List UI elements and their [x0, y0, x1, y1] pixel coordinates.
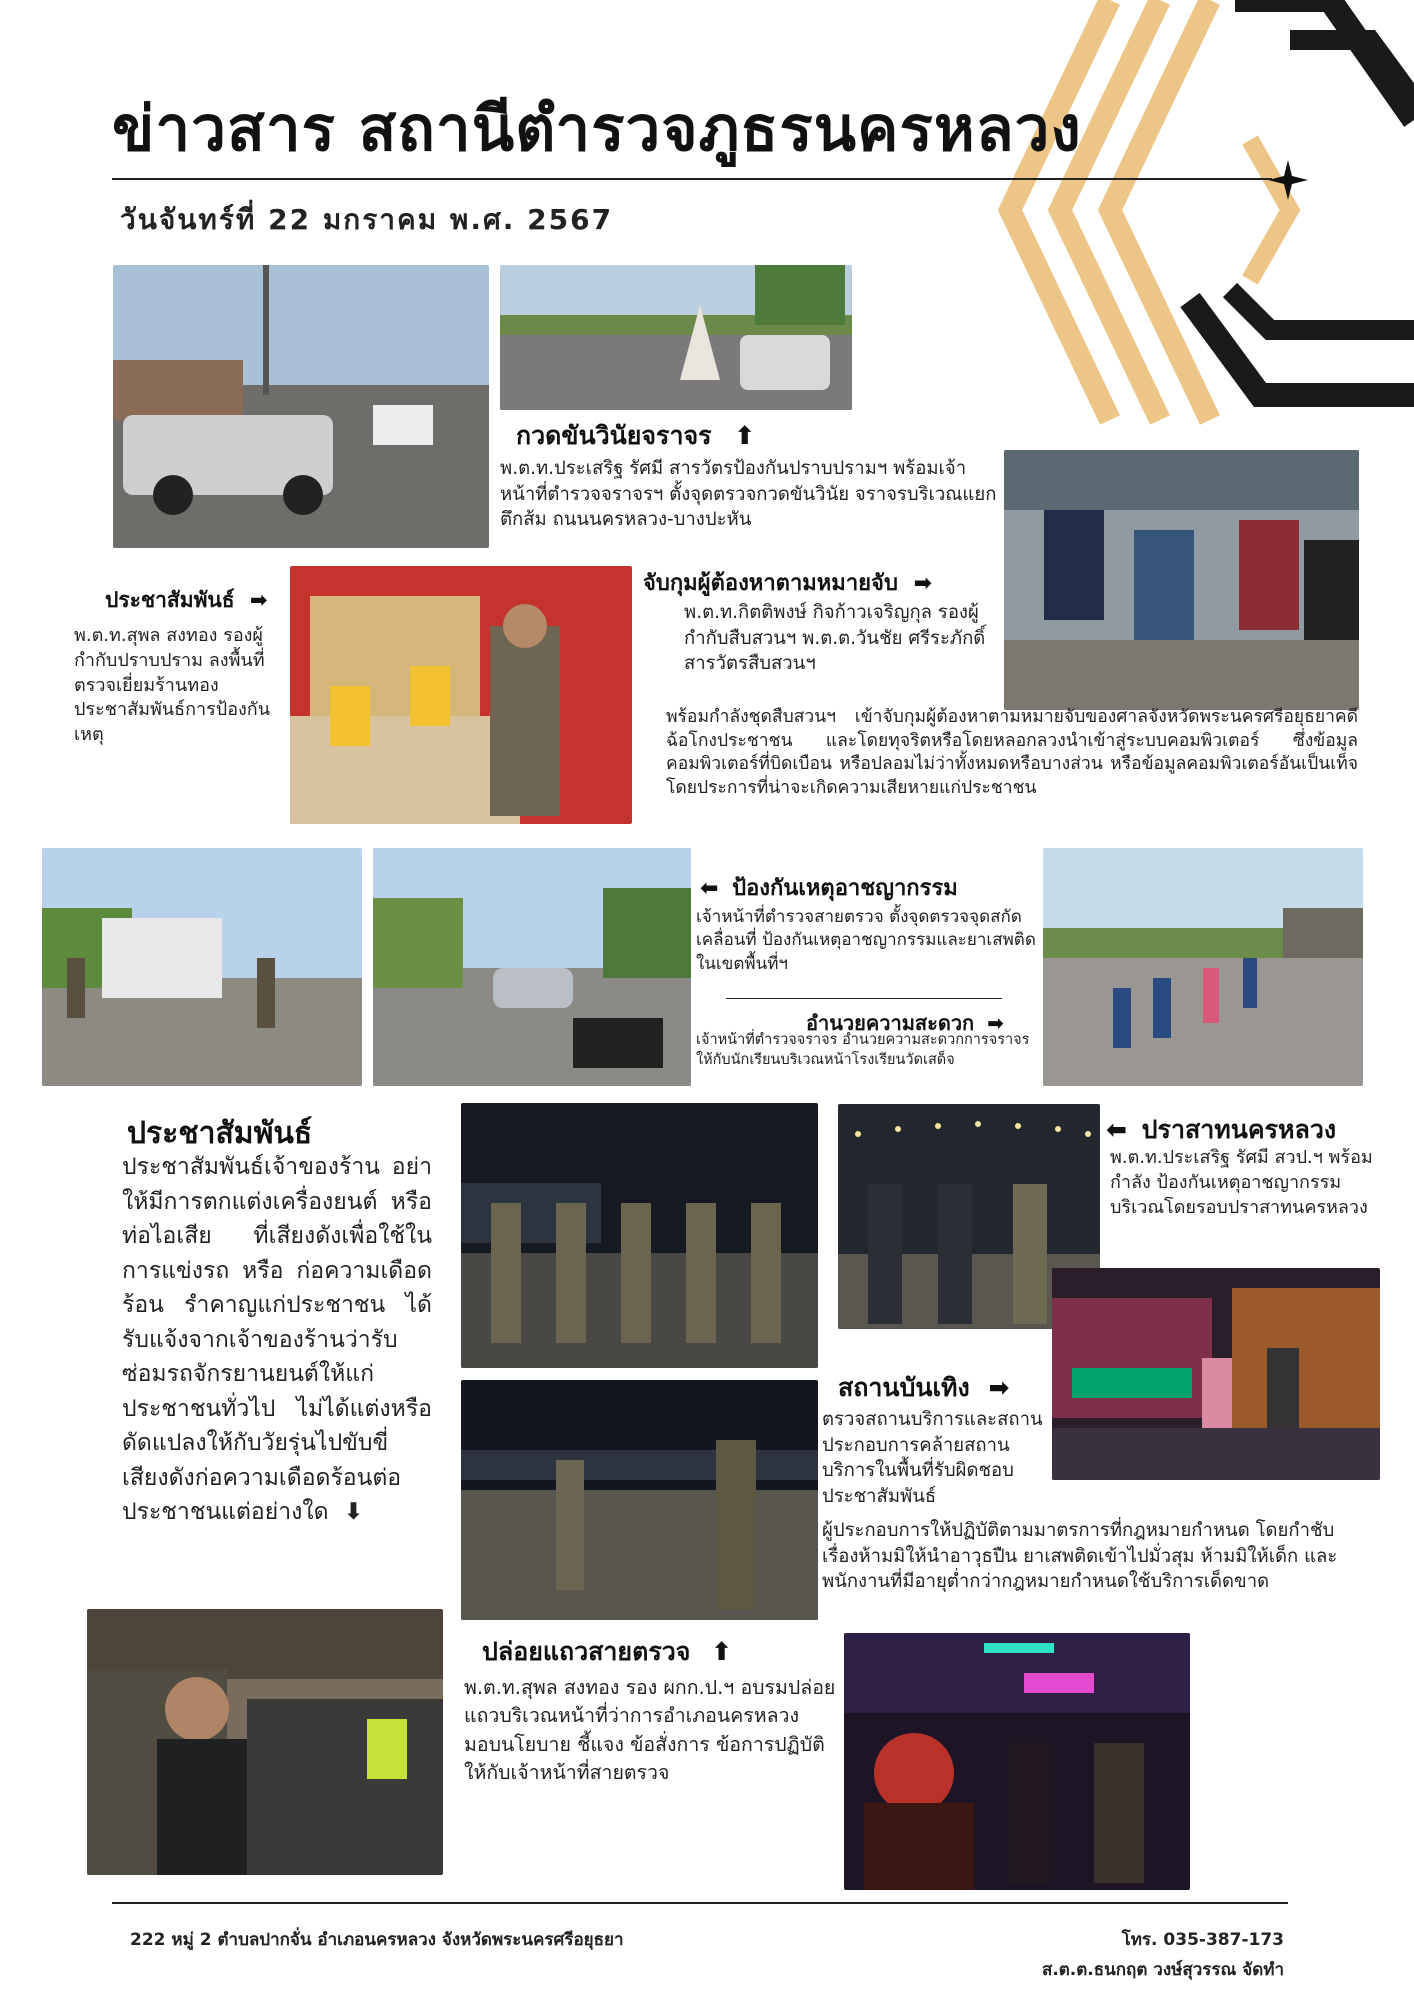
photo-traffic-checkpoint-1: [113, 265, 489, 548]
crime-heading: ⬅ ป้องกันเหตุอาชญากรรม: [700, 876, 958, 901]
arrow-left-icon: ⬅: [1106, 1115, 1127, 1144]
arrow-up-icon: ⬆: [734, 421, 756, 450]
community2-body: ประชาสัมพันธ์เจ้าของร้าน อย่าให้มีการตกแต่งเครื่องยนต์ หรือท่อไอเสีย ที่เสียงดังเพื่อใช้ในการแข่งรถ หรือ ก่อความเดือดร้อน รำคาญแก่ประชาชน ได้รับแจ้งจากเจ้าของร้านว่ารับซ่อมรถจักรยานยนต์ให้แก่ประชาชนทั่วไป ไม่ได้แต่งหรือดัดแปลงให้กับวัยรุ่นไปขับขี่เสียงดังก่อความเดือดร้อนต่อประชาชนแต่อย่างใด ⬇: [122, 1154, 432, 1525]
publish-date: วันจันทร์ที่ 22 มกราคม พ.ศ. 2567: [120, 203, 614, 236]
photo-checkpoint-car: [373, 848, 691, 1086]
arrow-up-icon: ⬆: [711, 1637, 733, 1666]
photo-gold-shop: [290, 566, 632, 824]
arrow-left-icon: ⬅: [700, 876, 719, 901]
photo-entertainment-venue-1: [1052, 1268, 1380, 1480]
footer-address: 222 หมู่ 2 ตำบลปากจั่น อำเภอนครหลวง จังหวัดพระนครศรีอยุธยา: [130, 1930, 624, 1950]
arrow-right-icon: ➡: [249, 588, 268, 612]
convenience-body: เจ้าหน้าที่ตำรวจจราจร อำนวยความสะดวกการจราจรให้กับนักเรียนบริเวณหน้าโรงเรียนวัดเสด็จ: [696, 1032, 1030, 1069]
photo-night-lineup-2: [461, 1380, 818, 1620]
entertainment-body-2: ผู้ประกอบการให้ปฏิบัติตามมาตรการที่กฎหมายกำหนด โดยกำชับเรื่องห้ามมิให้นำอาวุธปืน ยาเสพติดเข้าไปมั่วสุม ห้ามมิให้เด็ก และพนักงานที่มีอายุต่ำกว่ากฎหมายกำหนดใช้บริการเด็ดขาด: [822, 1520, 1338, 1593]
patrol-body: พ.ต.ท.สุพล สงทอง รอง ผกก.ป.ฯ อบรมปล่อยแถวบริเวณหน้าที่ว่าการอำเภอนครหลวง มอบนโยบาย ชี้แจง ข้อสั่งการ ข้อการปฏิบัติ ให้กับเจ้าหน้าที่สายตรวจ: [464, 1676, 836, 1784]
warrant-body: พร้อมกำลังชุดสืบสวนฯ เข้าจับกุมผู้ต้องหาตามหมายจับของศาลจังหวัดพระนครศรีอยุธยาคดีฉ้อโกงประชาชน และโดยทุจริตหรือโดยหลอกลวงนำเข้าสู่ระบบคอมพิวเตอร์ ซึ่งข้อมูลคอมพิวเตอร์ที่บิดเบือน หรือปลอมไม่ว่าทั้งหมดหรือบางส่วน หรือข้อมูลคอมพิวเตอร์อันเป็นเท็จ โดยประการที่น่าจะเกิดความเสียหายแก่ประชาชน: [666, 707, 1358, 798]
traffic-body: พ.ต.ท.ประเสริฐ รัศมี สารวัตรป้องกันปราบปรามฯ พร้อมเจ้าหน้าที่ตำรวจจราจรฯ ตั้งจุดตรวจกวดขันวินัย จราจรบริเวณแยกตึกส้ม ถนนนครหลวง-บางปะหัน: [500, 458, 997, 531]
community1-heading: ประชาสัมพันธ์ ➡: [105, 588, 268, 612]
arrow-right-icon: ➡: [987, 1011, 1004, 1035]
crime-body: เจ้าหน้าที่ตำรวจสายตรวจ ตั้งจุดตรวจจุดสกัดเคลื่อนที่ ป้องกันเหตุอาชญากรรมและยาเสพติด ในเขตพื้นที่ฯ: [696, 907, 1036, 974]
footer-phone: โทร. 035-387-173: [1121, 1930, 1284, 1950]
community1-body: พ.ต.ท.สุพล สงทอง รองผู้กำกับปราบปราม ลงพื้นที่ตรวจเยี่ยมร้านทอง ประชาสัมพันธ์การป้องกันเหตุ: [74, 625, 270, 746]
page-title: ข่าวสาร สถานีตำรวจภูธรนครหลวง: [112, 92, 1082, 165]
entertainment-heading: สถานบันเทิง ➡: [838, 1373, 1010, 1402]
entertainment-body: ตรวจสถานบริการและสถานประกอบการคล้ายสถานบริการในพื้นที่รับผิดชอบ ประชาสัมพันธ์: [822, 1409, 1043, 1507]
photo-mechanic-shop-selfie: [87, 1609, 443, 1875]
crime-divider: [726, 998, 1002, 999]
photo-checkpoint-truck: [42, 848, 362, 1086]
title-divider: [112, 178, 1272, 180]
community2-heading: ประชาสัมพันธ์: [127, 1116, 313, 1151]
prasat-body: พ.ต.ท.ประเสริฐ รัศมี สวป.ฯ พร้อมกำลัง ป้องกันเหตุอาชญากรรมบริเวณโดยรอบปราสาทนครหลวง: [1110, 1147, 1373, 1218]
photo-entertainment-venue-2: [844, 1633, 1190, 1890]
warrant-officers: พ.ต.ท.กิตติพงษ์ กิจก้าวเจริญกุล รองผู้กำกับสืบสวนฯ พ.ต.ต.วันชัย ศรีระภักดิ์ สารวัตรสืบสวนฯ: [684, 602, 986, 675]
arrow-right-icon: ➡: [913, 571, 933, 596]
convenience-heading: อำนวยความสะดวก ➡: [806, 1011, 1004, 1035]
photo-traffic-checkpoint-2: [500, 265, 852, 410]
traffic-heading: กวดขันวินัยจราจร ⬆: [516, 421, 756, 450]
photo-school-crossing: [1043, 848, 1363, 1086]
arrow-right-icon: ➡: [988, 1373, 1010, 1402]
footer-author: ส.ต.ต.ธนกฤต วงษ์สุวรรณ จัดทำ: [1041, 1960, 1284, 1980]
prasat-heading: ⬅ ปราสาทนครหลวง: [1106, 1115, 1337, 1144]
sparkle-icon: [1268, 160, 1308, 200]
warrant-heading: จับกุมผู้ต้องหาตามหมายจับ ➡: [643, 571, 933, 596]
patrol-heading: ปล่อยแถวสายตรวจ ⬆: [482, 1637, 733, 1666]
footer-divider: [112, 1902, 1288, 1904]
arrow-down-icon: ⬇: [343, 1499, 364, 1525]
hexagon-decoration: [990, 0, 1414, 430]
photo-night-lineup-1: [461, 1103, 818, 1368]
photo-warrant-arrest: [1004, 450, 1359, 710]
